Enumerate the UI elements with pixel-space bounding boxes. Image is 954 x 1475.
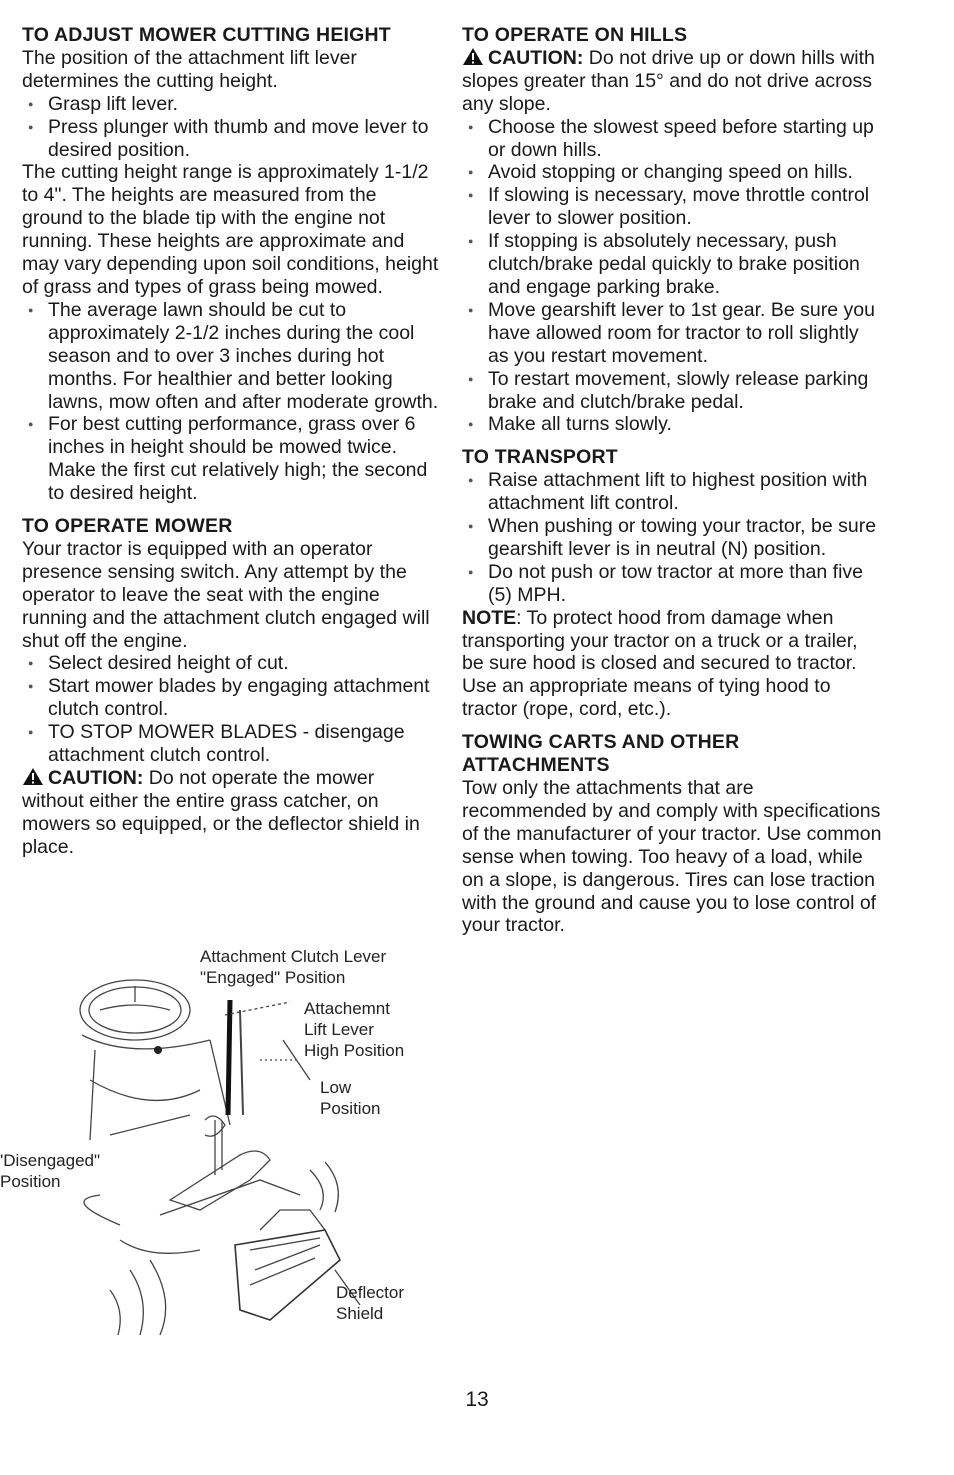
lift-lever-label-line1: Attachemnt [304, 999, 390, 1018]
lift-lever-label [304, 998, 404, 1061]
disengaged-label-line1: 'Disengaged" [0, 1151, 101, 1170]
lift-lever-label-line3: High Position [304, 1041, 405, 1060]
caution-text: Do not drive up or down hills with slopes greater than 15° and do not drive across any slope. [462, 46, 875, 115]
list-item: ● The average lawn should be cut to approximately 2-1/2 inches during the cool season and to over 3 inches during hot months. For healthier and better looking lawns, mow often and after moderate growth. [22, 299, 440, 414]
cutting-height-range: The cutting height range is approximately 1-1/2 to 4". The heights are measured from the ground to the blade tip with the engine not running. These heights are approximate and may vary depending upon soil conditions, height of grass and types of grass being mowed. [22, 161, 439, 298]
section-heading-adjust-height: TO ADJUST MOWER CUTTING HEIGHT [22, 24, 391, 46]
low-position-label-line1: Low [320, 1078, 352, 1097]
operate-mower-intro: Your tractor is equipped with an operator presence sensing switch. Any attempt by the operator to leave the seat with the engine running and the attachment clutch engaged will shut off the engine. [22, 537, 430, 652]
list-item: ● Select desired height of cut. [22, 652, 440, 675]
list-item: ● TO STOP MOWER BLADES - disengage attachment clutch control. [22, 721, 440, 767]
list-item: ● If slowing is necessary, move throttle control lever to slower position. [462, 184, 882, 230]
mower-caution [22, 767, 440, 859]
transport-steps [462, 469, 882, 606]
hills-steps [462, 116, 882, 437]
left-column [22, 24, 440, 859]
list-item: ● Make all turns slowly. [462, 413, 882, 436]
disengaged-position-label [0, 1150, 100, 1192]
caution-text: Do not operate the mower without either the entire grass catcher, on mowers so equipped, or the deflector shield in place. [22, 767, 420, 858]
section-heading-transport: TO TRANSPORT [462, 446, 618, 469]
list-item: ● Raise attachment lift to highest position with attachment lift control. [462, 469, 882, 515]
list-item: ● Do not push or tow tractor at more than five (5) MPH. [462, 561, 882, 607]
deflector-label-line2: Shield [336, 1304, 384, 1323]
adjust-height-intro: The position of the attachment lift lever determines the cutting height. [22, 46, 357, 92]
list-item: ● Grasp lift lever. [22, 93, 440, 116]
list-item: ● Start mower blades by engaging attachment clutch control. [22, 675, 440, 721]
list-item: ● If stopping is absolutely necessary, push clutch/brake pedal quickly to brake position and engage parking brake. [462, 230, 882, 299]
note-label: NOTE [462, 606, 517, 629]
deflector-label-line1: Deflector [336, 1283, 405, 1302]
towing-paragraph: Tow only the attachments that are recommended by and comply with specifications of the manufacturer of your tractor. Use common sense when towing. Too heavy of a load, while on a slope, is dangerous. Tires can lose traction with the ground and cause you to lose control of your tractor. [462, 777, 882, 937]
hills-caution [462, 47, 882, 116]
operate-mower-steps [22, 652, 440, 767]
list-item: ● When pushing or towing your tractor, be sure gearshift lever is in neutral (N) position. [462, 515, 882, 561]
right-column [462, 24, 882, 937]
list-item: ● Choose the slowest speed before starting up or down hills. [462, 116, 882, 162]
section-heading-hills: TO OPERATE ON HILLS [462, 24, 688, 46]
clutch-lever-label-line1: Attachment Clutch Lever [200, 947, 387, 966]
transport-note [462, 607, 882, 722]
note-text: : To protect hood from damage when transporting your tractor on a truck or a trailer, be sure hood is closed and secured to tractor. Use an appropriate means of tying hood to tractor (rope, cord, etc.). [462, 606, 858, 721]
lift-lever-label-line2: Lift Lever [304, 1020, 374, 1039]
disengaged-label-line2: Position [0, 1172, 61, 1191]
list-item: ● Press plunger with thumb and move lever to desired position. [22, 116, 440, 162]
list-item: ● For best cutting performance, grass over 6 inches in height should be mowed twice. Make the first cut relatively high; the second to desired height. [22, 413, 440, 505]
adjust-height-steps [22, 93, 440, 162]
warning-icon [462, 47, 484, 66]
warning-icon [22, 767, 44, 786]
caution-label: CAUTION: [488, 46, 584, 69]
section-heading-operate-mower: TO OPERATE MOWER [22, 515, 233, 538]
page-number: 13 [465, 1388, 489, 1411]
list-item: ● Move gearshift lever to 1st gear. Be sure you have allowed room for tractor to roll slightly as you restart movement. [462, 299, 882, 368]
clutch-lever-label-line2: "Engaged" Position [200, 968, 346, 987]
caution-label: CAUTION: [48, 767, 144, 789]
deflector-shield-label [336, 1282, 404, 1324]
low-position-label-line2: Position [320, 1099, 381, 1118]
low-position-label [320, 1077, 380, 1119]
list-item: ● To restart movement, slowly release parking brake and clutch/brake pedal. [462, 368, 882, 414]
list-item: ● Avoid stopping or changing speed on hills. [462, 161, 882, 184]
mower-controls-illustration [0, 940, 440, 1340]
mowing-tips [22, 299, 440, 505]
section-heading-towing: TOWING CARTS AND OTHER ATTACHMENTS [462, 731, 740, 777]
clutch-lever-label [200, 946, 386, 988]
